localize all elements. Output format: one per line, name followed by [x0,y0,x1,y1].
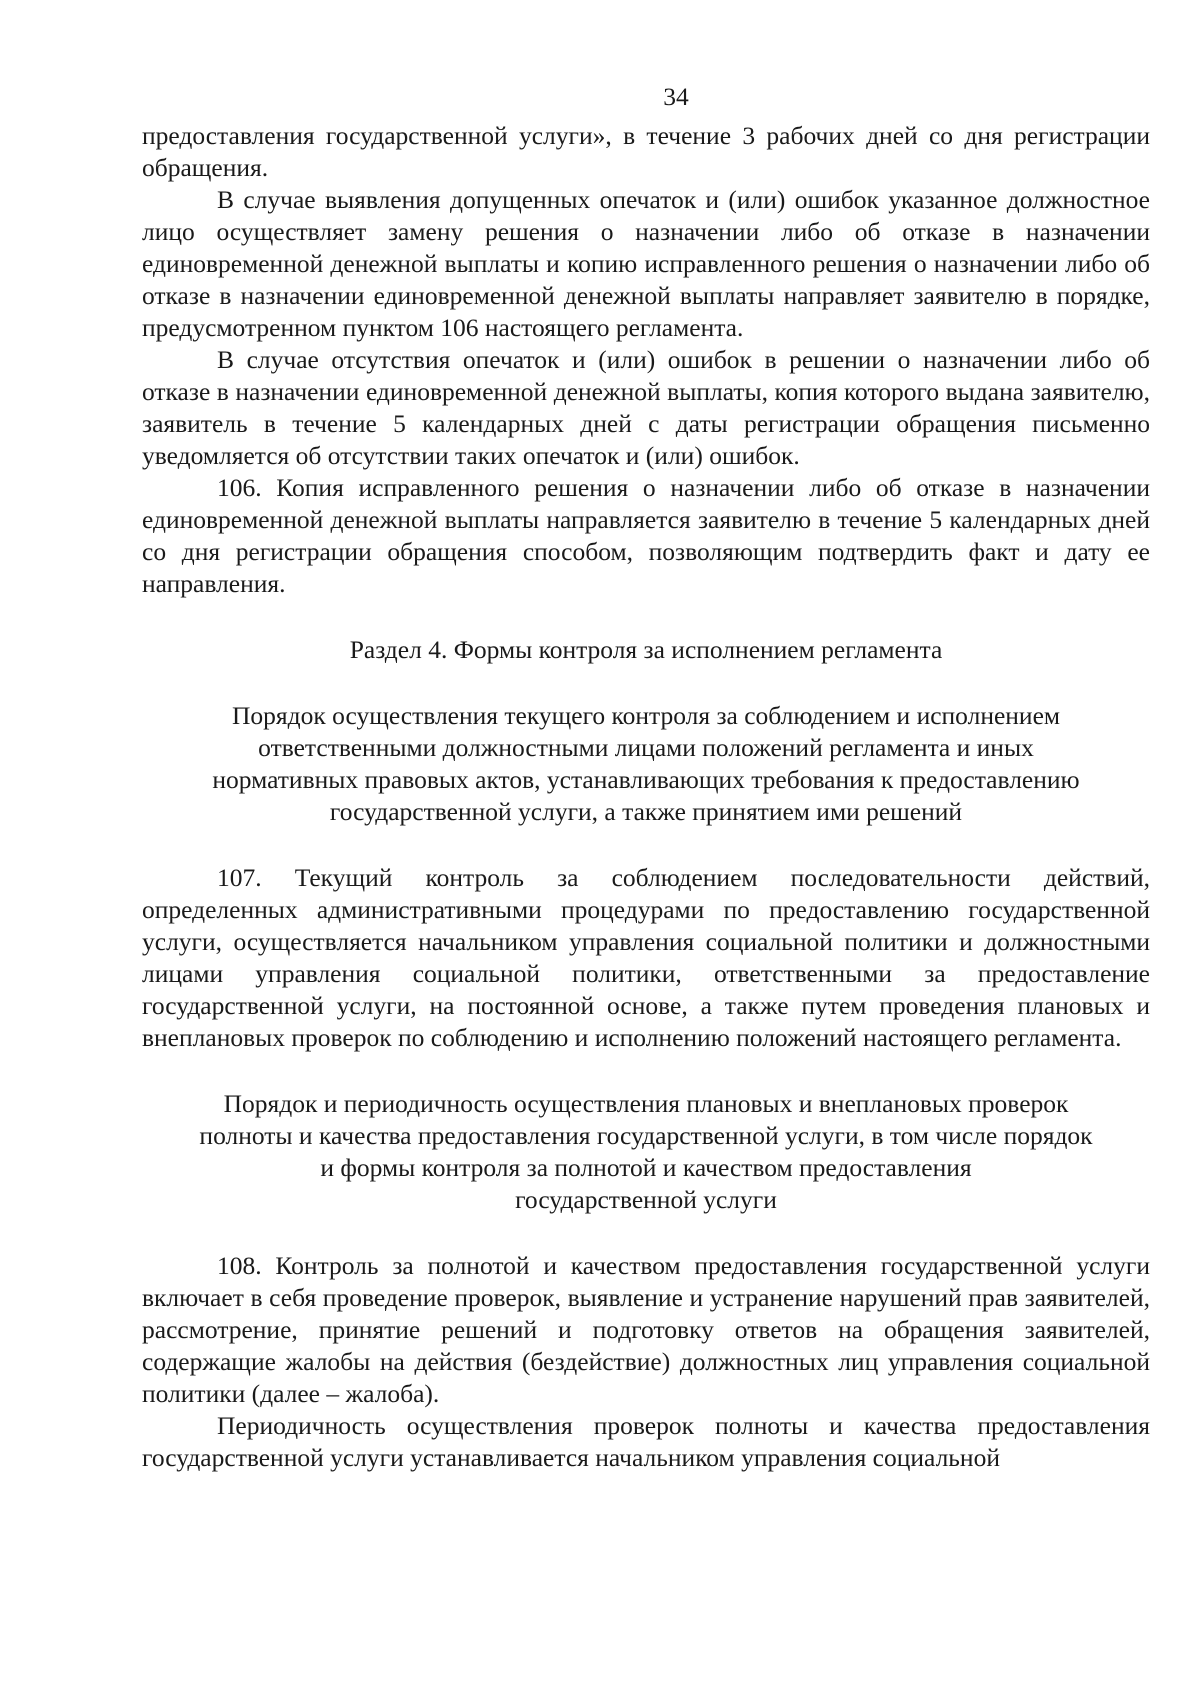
subheading-line: ответственными должностными лицами положений регламента и иных [258,733,1034,762]
paragraph-107: 107. Текущий контроль за соблюдением последовательности действий, определенных административными процедурами по предоставлению государственной услуги, осуществляется начальником управления социальной политики и должностными лицами управления социальной политики, ответственными за предоставление государственной услуги, на постоянной основе, а также путем проведения плановых и внеплановых проверок по соблюдению и исполнению положений настоящего регламента. [142,863,1150,1052]
subheading-line: нормативных правовых актов, устанавливающих требования к предоставлению [212,765,1080,794]
page-number: 34 [663,82,689,111]
paragraph-continuation: предоставления государственной услуги», в течение 3 рабочих дней со дня регистрации обращения. [142,121,1150,182]
subheading-line: Порядок и периодичность осуществления плановых и внеплановых проверок [223,1089,1069,1118]
subheading-inspections [142,1088,1150,1216]
subheading-line: полноты и качества предоставления государственной услуги, в том числе порядок [199,1121,1093,1150]
subheading-line: Порядок осуществления текущего контроля за соблюдением и исполнением [231,701,1061,730]
subheading-current-control [142,700,1150,828]
section-title: Раздел 4. Формы контроля за исполнением регламента [349,635,943,664]
paragraph-106: 106. Копия исправленного решения о назначении либо об отказе в назначении единовременной денежной выплаты направляется заявителю в течение 5 календарных дней со дня регистрации обращения способом, позволяющим подтвердить факт и дату ее направления. [142,473,1150,598]
subheading-line: и формы контроля за полнотой и качеством предоставления [320,1153,972,1182]
paragraph-typo-correction: В случае выявления допущенных опечаток и (или) ошибок указанное должностное лицо осуществляет замену решения о назначении либо об отказе в назначении единовременной денежной выплаты и копию исправленного решения о назначении либо об отказе в назначении единовременной денежной выплаты направляет заявителю в порядке, предусмотренном пунктом 106 настоящего регламента. [142,185,1150,342]
subheading-line: государственной услуги, а также принятием ими решений [329,797,963,826]
paragraph-108: 108. Контроль за полнотой и качеством предоставления государственной услуги включает в себя проведение проверок, выявление и устранение нарушений прав заявителей, рассмотрение, принятие решений и подготовку ответов на обращения заявителей, содержащие жалобы на действия (бездействие) должностных лиц управления социальной политики (далее – жалоба). [142,1251,1150,1408]
paragraph-no-typos: В случае отсутствия опечаток и (или) ошибок в решении о назначении либо об отказе в назначении единовременной денежной выплаты, копия которого выдана заявителю, заявитель в течение 5 календарных дней с даты регистрации обращения письменно уведомляется об отсутствии таких опечаток и (или) ошибок. [142,345,1150,470]
paragraph-periodicity: Периодичность осуществления проверок полноты и качества предоставления государственной услуги устанавливается начальником управления социальной [142,1411,1150,1472]
subheading-line: государственной услуги [515,1185,777,1214]
